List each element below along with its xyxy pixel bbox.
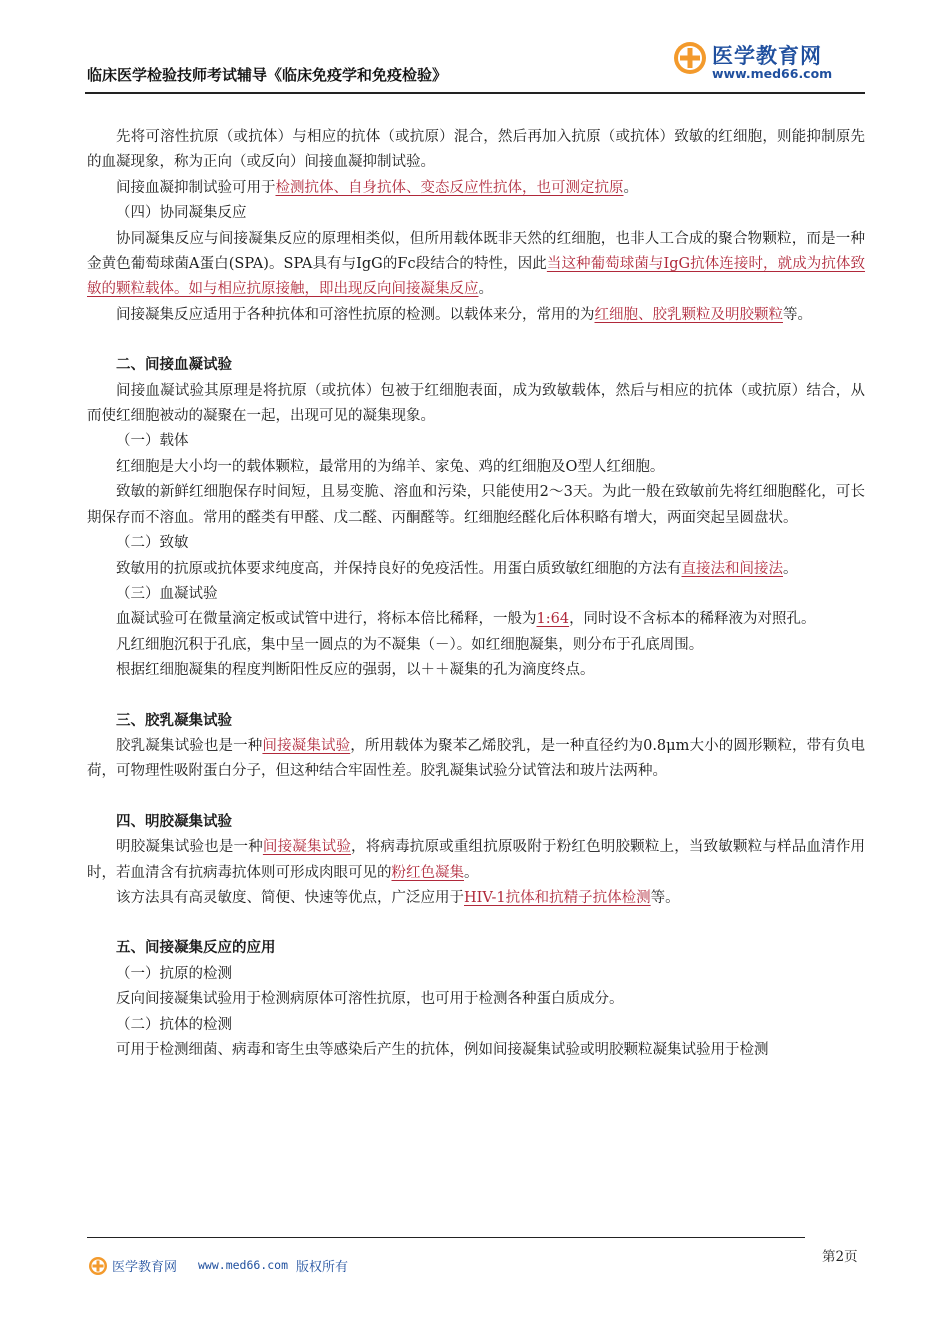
paragraph: 间接血凝试验其原理是将抗原（或抗体）包被于红细胞表面，成为致敏载体，然后与相应的抗体（或抗原）结合，从而使红细胞被动的凝聚在一起，出现可见的凝集现象。 bbox=[87, 382, 865, 425]
section-heading: 五、间接凝集反应的应用 bbox=[116, 940, 276, 957]
header-divider bbox=[85, 92, 865, 94]
paragraph: 胶乳凝集试验也是一种间接凝集试验，所用载体为聚苯乙烯胶乳，是一种直径约为0.8μm大小的圆形颗粒，带有负电荷，可物理性吸附蛋白分子，但这种结合牢固性差。胶乳凝集试验分试管法和玻片法两种。 bbox=[87, 737, 866, 780]
paragraph: 红细胞是大小均一的载体颗粒，最常用的为绵羊、家兔、鸡的红细胞及O型人红细胞。 bbox=[116, 458, 665, 475]
paragraph: 致敏的新鲜红细胞保存时间短，且易变脆、溶血和污染，只能使用2～3天。为此一般在致敏前先将红细胞醛化，可长期保存而不溶血。常用的醛类有甲醛、戊二醛、丙酮醛等。红细胞经醛化后体积略有增大，两面突起呈圆盘状。 bbox=[87, 484, 865, 526]
document-header-title: 临床医学检验技师考试辅导《临床免疫学和免疫检验》 bbox=[87, 66, 448, 84]
highlighted-text: 1:64 bbox=[536, 611, 570, 628]
document-body bbox=[87, 125, 865, 1063]
paragraph: 可用于检测细菌、病毒和寄生虫等感染后产生的抗体，例如间接凝集试验或明胶颗粒凝集试验用于检测 bbox=[116, 1042, 769, 1058]
footer-brand: 医学教育网 bbox=[112, 1260, 178, 1275]
footer-divider bbox=[87, 1237, 805, 1238]
paragraph: 明胶凝集试验也是一种间接凝集试验，将病毒抗原或重组抗原吸附于粉红色明胶颗粒上，当致敏颗粒与样品血清作用时，若血清含有抗病毒抗体则可形成肉眼可见的粉红色凝集。 bbox=[87, 839, 866, 881]
med66-logo-icon bbox=[672, 40, 708, 76]
footer-url[interactable]: www.med66.com bbox=[198, 1258, 289, 1272]
paragraph: 协同凝集反应与间接凝集反应的原理相类似，但所用载体既非天然的红细胞，也非人工合成的聚合物颗粒，而是一种金黄色葡萄球菌A蛋白(SPA)。SPA具有与IgG的Fc段结合的特性，因此当这种葡萄球菌与IgG抗体连接时，就成为抗体致敏的颗粒载体。如与相应抗原接触，即出现反向间接凝集反应。 bbox=[87, 230, 866, 298]
highlighted-text: 直接法和间接法 bbox=[681, 560, 783, 577]
highlighted-text: 间接凝集试验 bbox=[262, 839, 352, 856]
paragraph: 该方法具有高灵敏度、简便、快速等优点，广泛应用于HIV-1抗体和抗精子抗体检测等。 bbox=[116, 889, 680, 906]
highlighted-text: 红细胞、胶乳颗粒及明胶颗粒 bbox=[594, 306, 783, 323]
paragraph: 先将可溶性抗原（或抗体）与相应的抗体（或抗原）混合，然后再加入抗原（或抗体）致敏的红细胞，则能抑制原先的血凝现象，称为正向（或反向）间接血凝抑制试验。 bbox=[87, 129, 865, 171]
footer-rights: 版权所有 bbox=[296, 1260, 349, 1275]
logo-name: 医学教育网 bbox=[712, 44, 822, 68]
footer-logo-icon bbox=[88, 1256, 108, 1276]
subheading: （三）血凝试验 bbox=[116, 585, 218, 602]
paragraph: 根据红细胞凝集的程度判断阳性反应的强弱，以＋＋凝集的孔为滴度终点。 bbox=[116, 662, 595, 679]
paragraph: 间接血凝抑制试验可用于检测抗体、自身抗体、变态反应性抗体，也可测定抗原。 bbox=[116, 179, 638, 196]
highlighted-text: 间接凝集试验 bbox=[262, 737, 351, 754]
section-heading: 四、明胶凝集试验 bbox=[116, 813, 232, 830]
highlighted-text: 粉红色凝集 bbox=[391, 864, 464, 881]
highlighted-text: 检测抗体、自身抗体、变态反应性抗体，也可测定抗原 bbox=[275, 179, 624, 196]
subheading: （一）抗原的检测 bbox=[116, 965, 232, 982]
subheading: （二）抗体的检测 bbox=[116, 1016, 232, 1033]
logo-url: www.med66.com bbox=[712, 66, 833, 81]
page-number: 第2页 bbox=[822, 1249, 858, 1265]
paragraph: 凡红细胞沉积于孔底，集中呈一圆点的为不凝集（－）。如红细胞凝集，则分布于孔底周围。 bbox=[116, 636, 704, 653]
paragraph: 致敏用的抗原或抗体要求纯度高，并保持良好的免疫活性。用蛋白质致敏红细胞的方法有直接法和间接法。 bbox=[116, 560, 798, 577]
paragraph: 反向间接凝集试验用于检测病原体可溶性抗原，也可用于检测各种蛋白质成分。 bbox=[116, 991, 624, 1008]
highlighted-text: HIV-1抗体和抗精子抗体检测 bbox=[464, 889, 651, 906]
site-logo bbox=[672, 36, 862, 88]
subheading: （二）致敏 bbox=[116, 535, 189, 552]
section-heading: 二、间接血凝试验 bbox=[116, 357, 232, 374]
section-heading: 三、胶乳凝集试验 bbox=[116, 712, 232, 729]
highlighted-text: 当这种葡萄球菌与IgG抗体连接时，就成为抗体致敏的颗粒载体。如与相应抗原接触，即出现反向间接凝集反应 bbox=[87, 256, 866, 298]
subheading: （一）载体 bbox=[116, 433, 189, 450]
subheading: （四）协同凝集反应 bbox=[116, 205, 247, 222]
paragraph: 间接凝集反应适用于各种抗体和可溶性抗原的检测。以载体来分，常用的为红细胞、胶乳颗粒及明胶颗粒等。 bbox=[116, 306, 812, 323]
paragraph: 血凝试验可在微量滴定板或试管中进行，将标本倍比稀释，一般为1:64，同时设不含标本的稀释液为对照孔。 bbox=[116, 611, 816, 628]
